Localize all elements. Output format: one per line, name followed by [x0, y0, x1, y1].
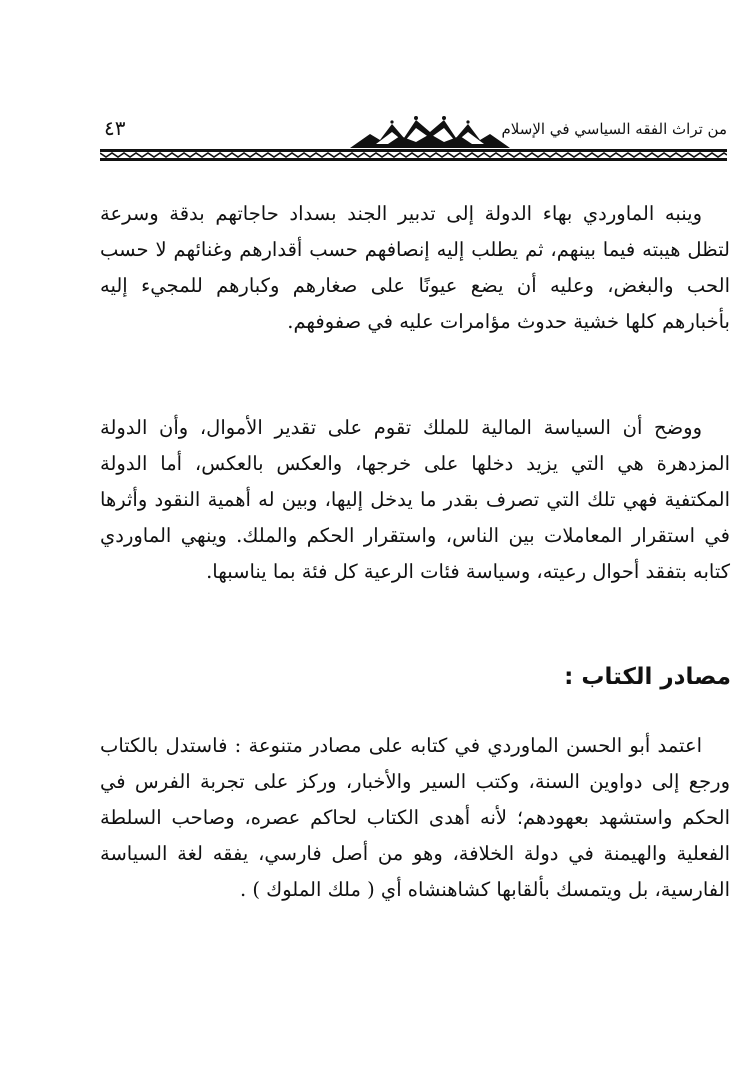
page-header — [100, 112, 727, 160]
paragraph-sources: اعتمد أبو الحسن الماوردي في كتابه على مصادر متنوعة : فاستدل بالكتاب ورجع إلى دواوين السنة، وكتب السير والأخبار، وركز على تجربة الفرس في الحكم واستشهد بعهودهم؛ لأنه أهدى الكتاب لحاكم عصره، وصاحب السلطة الفعلية والهيمنة في دولة الخلافة، وهو من أصل فارسي، يفقه لغة السياسة الفارسية، بل ويتمسك بألقابها كشاهنشاه أي ( ملك الملوك ) . — [100, 734, 730, 901]
page-number: ٤٣ — [104, 116, 126, 140]
paragraph-finance: ووضح أن السياسة المالية للملك تقوم على تقدير الأموال، وأن الدولة المزدهرة هي التي يزيد دخلها على خرجها، والعكس بالعكس، أما الدولة المكتفية فهي تلك التي تصرف بقدر ما يدخل إليها، وبين له أهمية النقود وأثرها في استقرار المعاملات بين الناس، واستقرار الحكم والملك. وينهي الماوردي كتابه بتفقد أحوال رعيته، وسياسة فئات الرعية كل فئة بما يناسبها. — [100, 416, 730, 583]
paragraph-soldiers: وينبه الماوردي بهاء الدولة إلى تدبير الجند بسداد حاجاتهم بدقة وسرعة لتظل هيبته فيما بينهم، ثم يطلب إليه إنصافهم حسب أقدارهم وغنائهم لا حسب الحب والبغض، وعليه أن يضع عيونًا على صغارهم وكبارهم للمجيء إليه بأخبارهم كلها خشية حدوث مؤامرات عليه في صفوفهم. — [100, 202, 730, 333]
section-heading-sources: مصادر الكتاب : — [564, 664, 731, 690]
running-title: من تراث الفقه السياسي في الإسلام — [501, 120, 727, 138]
header-rule — [100, 148, 727, 162]
crown-ornament-icon — [340, 112, 520, 152]
